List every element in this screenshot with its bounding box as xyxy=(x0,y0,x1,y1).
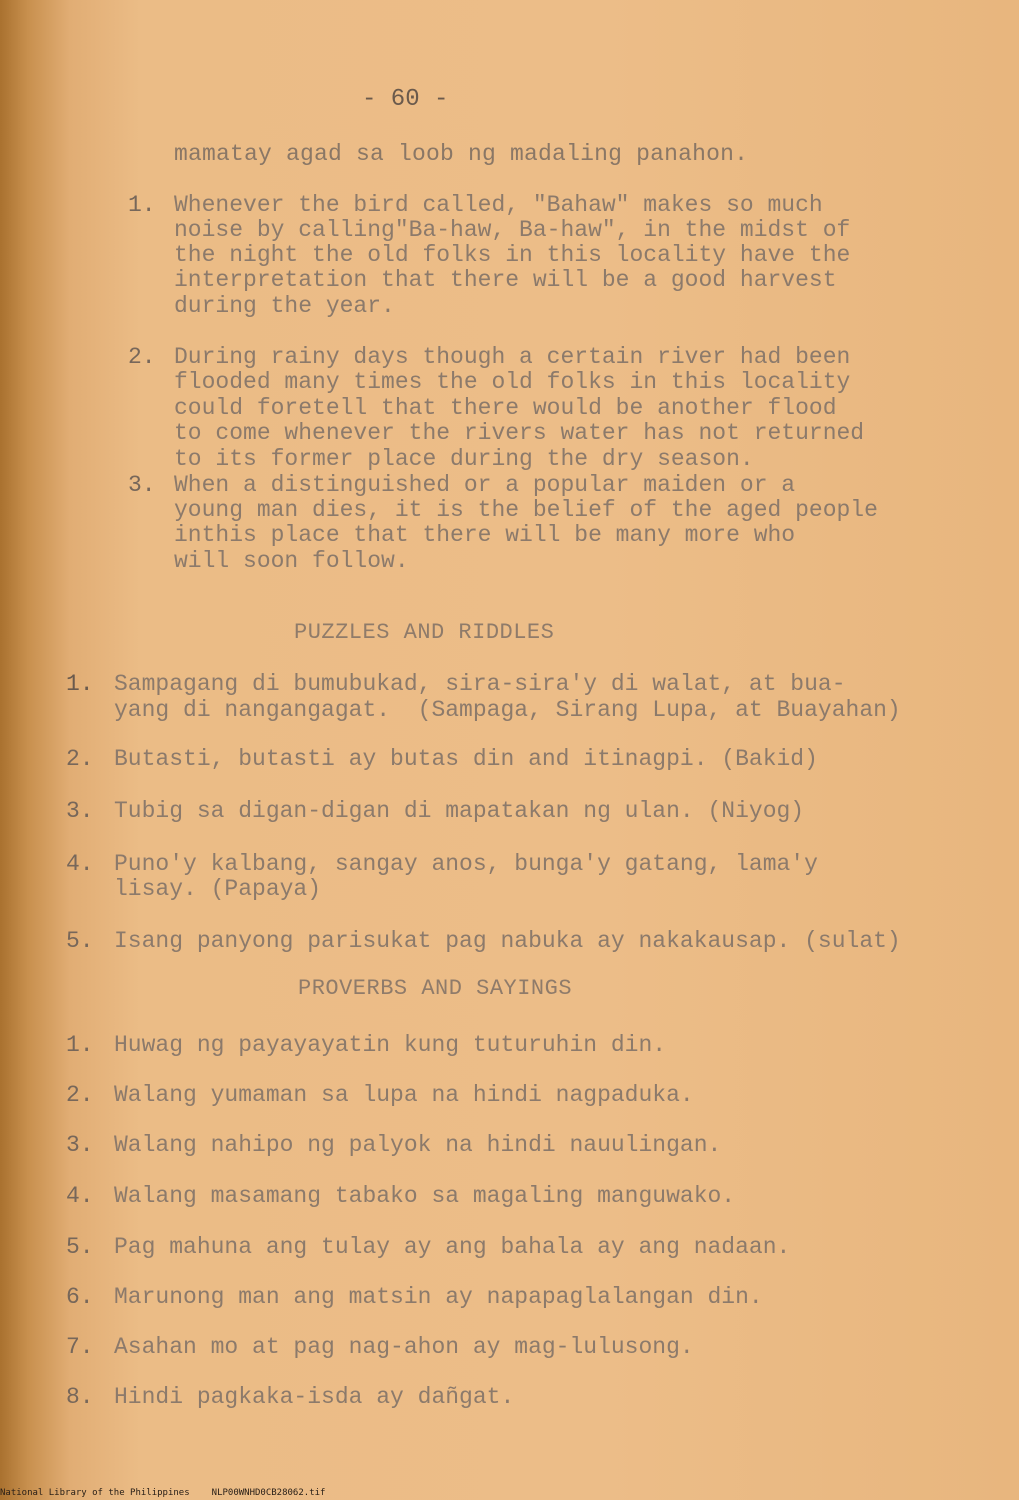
proverb-number: 7. xyxy=(66,1334,94,1360)
proverbs-heading: PROVERBS AND SAYINGS xyxy=(298,976,573,1001)
proverb-line: Marunong man ang matsin ay napapaglalangan din. xyxy=(114,1284,763,1310)
belief-line: During rainy days though a certain river had been xyxy=(174,344,851,370)
proverb-line: Pag mahuna ang tulay ay ang bahala ay ang nadaan. xyxy=(114,1234,791,1260)
riddle-number: 1. xyxy=(66,671,94,697)
belief-number: 3. xyxy=(128,472,156,498)
riddle-line: Butasti, butasti ay butas din and itinagpi. (Bakid) xyxy=(114,746,818,772)
belief-number: 1. xyxy=(128,192,156,218)
proverb-number: 3. xyxy=(66,1132,94,1158)
belief-line: noise by calling"Ba-haw, Ba-haw", in the midst of xyxy=(174,217,851,243)
riddle-line: Puno'y kalbang, sangay anos, bunga'y gatang, lama'y xyxy=(114,851,818,877)
riddle-line: lisay. (Papaya) xyxy=(114,876,322,902)
proverb-line: Asahan mo at pag nag-ahon ay mag-lulusong. xyxy=(114,1334,694,1360)
belief-line: will soon follow. xyxy=(174,548,409,574)
belief-line: the night the old folks in this locality have the xyxy=(174,242,851,268)
scan-footer xyxy=(0,1488,347,1498)
proverb-line: Walang masamang tabako sa magaling manguwako. xyxy=(114,1183,736,1209)
footer-library: National Library of the Philippines xyxy=(0,1488,190,1498)
belief-line: interpretation that there will be a good harvest xyxy=(174,267,837,293)
proverb-number: 8. xyxy=(66,1384,94,1410)
riddle-number: 3. xyxy=(66,798,94,824)
proverb-number: 1. xyxy=(66,1032,94,1058)
footer-file: NLP00WNHD0CB28062.tif xyxy=(211,1488,326,1498)
belief-line: to come whenever the rivers water has not returned xyxy=(174,420,865,446)
belief-line: during the year. xyxy=(174,293,395,319)
intro-line: mamatay agad sa loob ng madaling panahon. xyxy=(174,141,749,167)
proverb-line: Walang nahipo ng palyok na hindi nauulingan. xyxy=(114,1132,722,1158)
proverb-line: Walang yumaman sa lupa na hindi nagpaduka. xyxy=(114,1082,694,1108)
belief-line: could foretell that there would be another flood xyxy=(174,395,837,421)
belief-line: to its former place during the dry season. xyxy=(174,446,754,472)
riddle-line: Isang panyong parisukat pag nabuka ay nakakausap. (sulat) xyxy=(114,928,901,954)
proverb-number: 6. xyxy=(66,1284,94,1310)
belief-line: inthis place that there will be many more who xyxy=(174,522,796,548)
riddle-line: Sampagang di bumubukad, sira-sira'y di walat, at bua- xyxy=(114,671,846,697)
riddle-number: 5. xyxy=(66,928,94,954)
belief-line: flooded many times the old folks in this locality xyxy=(174,369,851,395)
belief-line: When a distinguished or a popular maiden or a xyxy=(174,472,796,498)
riddle-line: Tubig sa digan-digan di mapatakan ng ulan. (Niyog) xyxy=(114,798,805,824)
belief-line: young man dies, it is the belief of the aged people xyxy=(174,497,878,523)
riddle-number: 2. xyxy=(66,746,94,772)
riddles-heading: PUZZLES AND RIDDLES xyxy=(294,620,555,645)
riddle-number: 4. xyxy=(66,851,94,877)
proverb-number: 2. xyxy=(66,1082,94,1108)
proverb-line: Huwag ng payayayatin kung tuturuhin din. xyxy=(114,1032,667,1058)
page-number: - 60 - xyxy=(362,86,449,113)
belief-line: Whenever the bird called, "Bahaw" makes so much xyxy=(174,192,823,218)
proverb-number: 4. xyxy=(66,1183,94,1209)
riddle-line: yang di nangangagat. (Sampaga, Sirang Lupa, at Buayahan) xyxy=(114,697,901,723)
belief-number: 2. xyxy=(128,344,156,370)
proverb-line: Hindi pagkaka-isda ay dañgat. xyxy=(114,1384,515,1410)
proverb-number: 5. xyxy=(66,1234,94,1260)
